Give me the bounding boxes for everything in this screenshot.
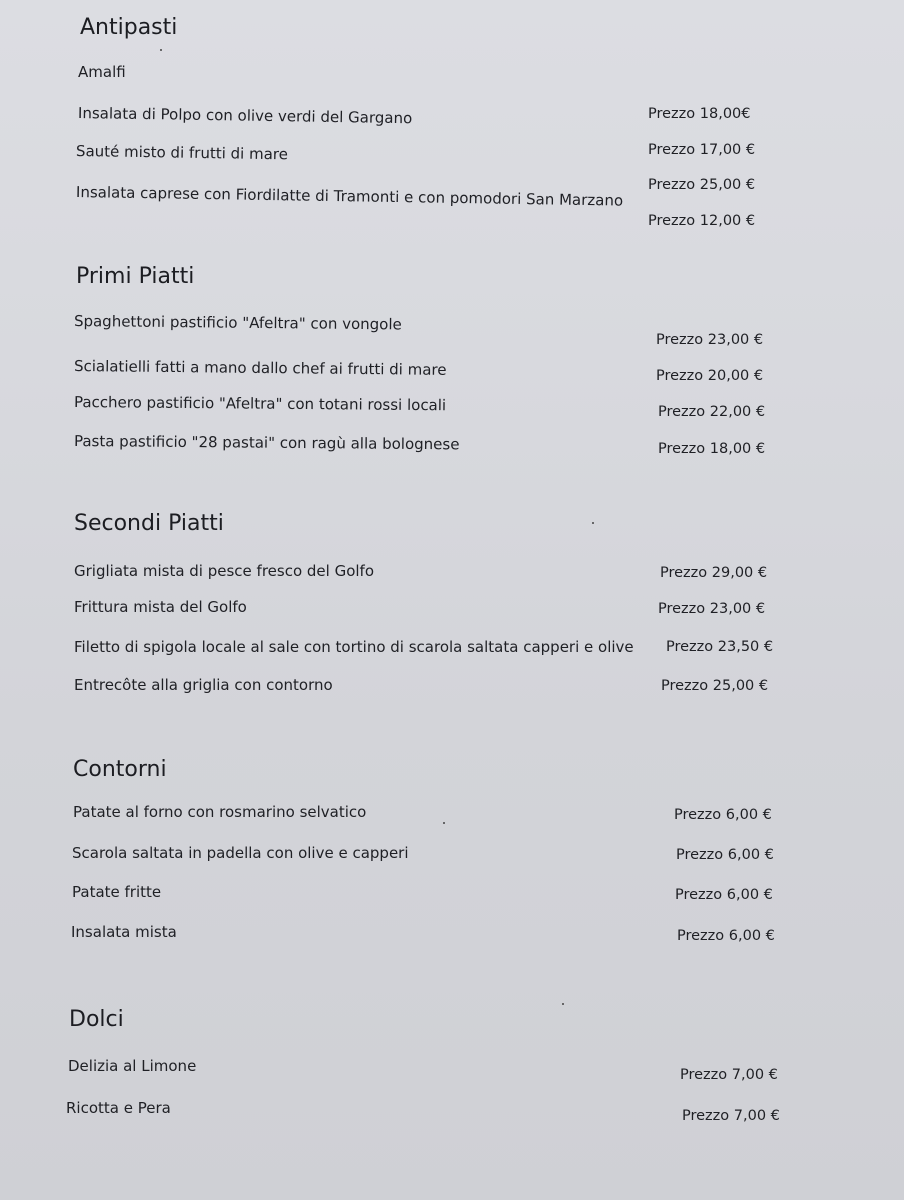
menu-item-price: Prezzo 23,00 €	[656, 332, 764, 348]
paper-speck	[443, 822, 445, 824]
menu-item-name: Pasta pastificio "28 pastai" con ragù alla bolognese	[73, 432, 460, 454]
menu-item-price: Prezzo 7,00 €	[680, 1067, 778, 1083]
menu-item-price: Prezzo 6,00 €	[675, 887, 773, 903]
menu-item-price: Prezzo 17,00 €	[648, 142, 756, 158]
section-heading-secondi: Secondi Piatti	[74, 511, 224, 536]
section-heading-primi: Primi Piatti	[76, 264, 195, 289]
menu-item-price: Prezzo 25,00 €	[648, 177, 756, 193]
menu-item-name: Ricotta e Pera	[66, 1099, 171, 1117]
menu-item-name: Pacchero pastificio "Afeltra" con totani rossi locali	[73, 393, 447, 415]
menu-item-name: Patate fritte	[72, 883, 162, 901]
menu-item-name: Scialatielli fatti a mano dallo chef ai frutti di mare	[73, 357, 447, 379]
paper-speck	[562, 1003, 564, 1005]
menu-item-price: Prezzo 6,00 €	[676, 847, 774, 863]
paper-speck	[160, 49, 162, 51]
menu-item-price: Prezzo 23,00 €	[658, 601, 766, 617]
menu-item-price: Prezzo 25,00 €	[661, 678, 769, 694]
menu-item-name: Delizia al Limone	[68, 1057, 197, 1075]
menu-item-name: Frittura mista del Golfo	[74, 598, 247, 616]
menu-item-name: Scarola saltata in padella con olive e capperi	[72, 844, 409, 862]
menu-item-name: Filetto di spigola locale al sale con tortino di scarola saltata capperi e olive	[74, 638, 634, 656]
section-subheading-amalfi: Amalfi	[78, 63, 126, 81]
menu-item-name: Grigliata mista di pesce fresco del Golfo	[74, 562, 375, 580]
menu-item-price: Prezzo 18,00€	[648, 106, 751, 122]
menu-item-name: Patate al forno con rosmarino selvatico	[73, 803, 367, 821]
menu-item-price: Prezzo 22,00 €	[658, 404, 766, 420]
section-heading-dolci: Dolci	[69, 1007, 124, 1032]
menu-item-price: Prezzo 29,00 €	[660, 565, 768, 581]
menu-item-price: Prezzo 6,00 €	[677, 928, 775, 944]
section-heading-antipasti: Antipasti	[80, 15, 178, 40]
menu-item-price: Prezzo 23,50 €	[666, 639, 774, 655]
menu-item-price: Prezzo 20,00 €	[656, 368, 764, 384]
paper-speck	[592, 522, 594, 524]
menu-item-price: Prezzo 7,00 €	[682, 1108, 780, 1124]
menu-item-name: Entrecôte alla griglia con contorno	[74, 676, 333, 694]
menu-item-price: Prezzo 12,00 €	[648, 213, 756, 229]
menu-item-name: Spaghettoni pastificio "Afeltra" con vongole	[73, 312, 402, 334]
menu-item-name: Sauté misto di frutti di mare	[75, 142, 289, 164]
section-heading-contorni: Contorni	[73, 757, 167, 782]
menu-item-price: Prezzo 18,00 €	[658, 441, 766, 457]
menu-item-name: Insalata di Polpo con olive verdi del Gargano	[77, 104, 413, 128]
menu-item-price: Prezzo 6,00 €	[674, 807, 772, 823]
menu-item-name: Insalata caprese con Fiordilatte di Tramonti e con pomodori San Marzano	[75, 183, 624, 210]
menu-item-name: Insalata mista	[71, 923, 177, 941]
